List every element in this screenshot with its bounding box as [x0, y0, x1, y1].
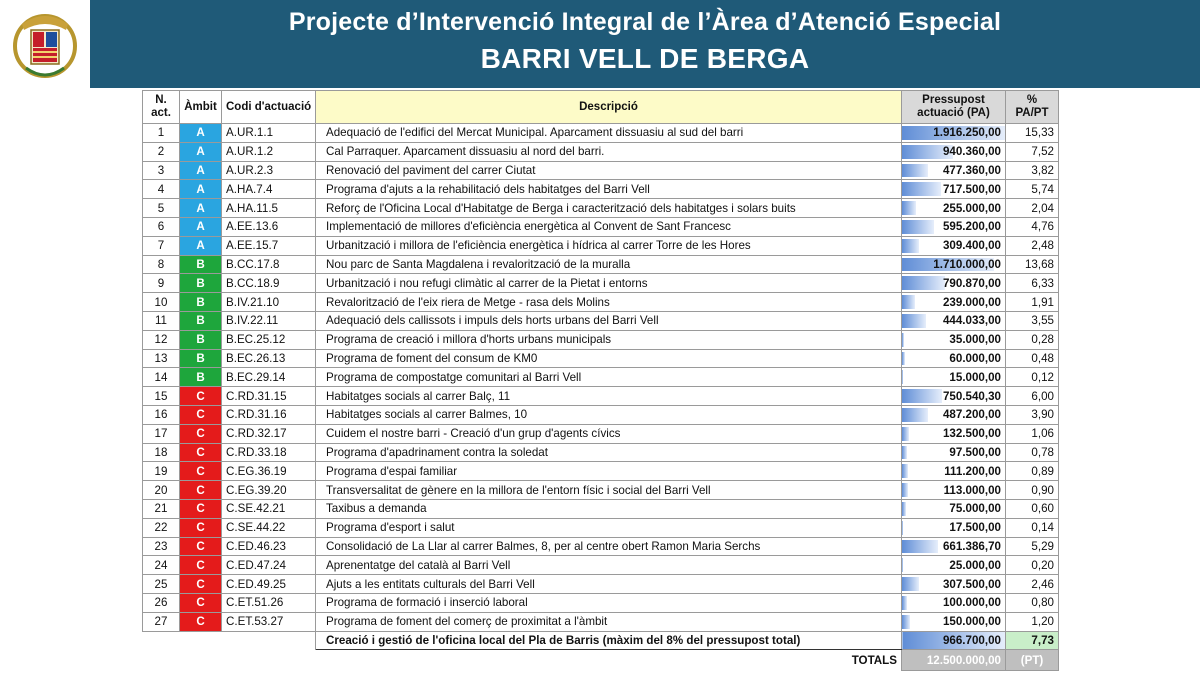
budget-value: 25.000,00 — [949, 558, 1001, 572]
table-row — [143, 199, 1059, 218]
ambit-badge: B — [180, 349, 222, 368]
action-code: C.ED.46.23 — [222, 537, 316, 556]
ambit-badge: C — [180, 575, 222, 594]
header-description: Descripció — [316, 91, 902, 124]
table-row — [143, 499, 1059, 518]
row-number: 27 — [143, 612, 180, 631]
table-row — [143, 311, 1059, 330]
action-code: B.EC.29.14 — [222, 368, 316, 387]
action-code: B.IV.21.10 — [222, 293, 316, 312]
budget-bar — [902, 540, 938, 554]
action-percent: 1,06 — [1006, 424, 1059, 443]
action-description: Programa d'espai familiar — [316, 462, 902, 481]
action-percent: 5,74 — [1006, 180, 1059, 199]
ambit-badge: C — [180, 405, 222, 424]
action-code: C.ET.51.26 — [222, 593, 316, 612]
action-description: Revalorització de l'eix riera de Metge - rasa dels Molins — [316, 293, 902, 312]
action-budget — [902, 443, 1006, 462]
row-number: 18 — [143, 443, 180, 462]
totals-row — [143, 650, 1059, 671]
action-budget — [902, 368, 1006, 387]
ambit-badge: C — [180, 593, 222, 612]
budget-bar — [902, 483, 908, 497]
table-row — [143, 142, 1059, 161]
row-number: 3 — [143, 161, 180, 180]
action-budget — [902, 142, 1006, 161]
action-budget — [902, 499, 1006, 518]
budget-bar — [902, 314, 926, 328]
ambit-badge: A — [180, 161, 222, 180]
action-percent: 2,04 — [1006, 199, 1059, 218]
office-blank — [222, 631, 316, 650]
ambit-badge: C — [180, 537, 222, 556]
row-number: 7 — [143, 236, 180, 255]
action-percent: 0,60 — [1006, 499, 1059, 518]
action-percent: 0,80 — [1006, 593, 1059, 612]
action-code: C.EG.39.20 — [222, 481, 316, 500]
action-description: Transversalitat de gènere en la millora de l'entorn físic i social del Barri Vell — [316, 481, 902, 500]
action-code: C.SE.44.22 — [222, 518, 316, 537]
budget-table — [142, 90, 1059, 671]
table-row — [143, 462, 1059, 481]
action-percent: 3,90 — [1006, 405, 1059, 424]
action-description: Reforç de l'Oficina Local d'Habitatge de Berga i caracterització dels habitatges i solars buits — [316, 199, 902, 218]
page-subtitle: BARRI VELL DE BERGA — [480, 43, 810, 74]
totals-blank — [180, 650, 222, 671]
budget-value: 307.500,00 — [942, 577, 1001, 591]
table-row — [143, 236, 1059, 255]
action-budget — [902, 124, 1006, 143]
action-description: Habitatges socials al carrer Balç, 11 — [316, 387, 902, 406]
action-description: Renovació del paviment del carrer Ciutat — [316, 161, 902, 180]
action-description: Aprenentatge del català al Barri Vell — [316, 556, 902, 575]
budget-value: 1.916.250,00 — [933, 126, 1001, 140]
budget-value: 100.000,00 — [942, 596, 1001, 610]
action-code: A.UR.2.3 — [222, 161, 316, 180]
row-number: 1 — [143, 124, 180, 143]
budget-bar — [902, 370, 903, 384]
budget-value: 444.033,00 — [942, 314, 1001, 328]
budget-value: 15.000,00 — [949, 370, 1001, 384]
action-percent: 3,55 — [1006, 311, 1059, 330]
action-description: Programa d'apadrinament contra la soledat — [316, 443, 902, 462]
budget-bar — [902, 408, 928, 422]
budget-bar — [902, 558, 903, 572]
action-code: C.RD.31.16 — [222, 405, 316, 424]
row-number: 20 — [143, 481, 180, 500]
table-row — [143, 481, 1059, 500]
action-percent: 0,12 — [1006, 368, 1059, 387]
row-number: 25 — [143, 575, 180, 594]
action-description: Taxibus a demanda — [316, 499, 902, 518]
table-row — [143, 180, 1059, 199]
ambit-badge: A — [180, 217, 222, 236]
ambit-badge: B — [180, 274, 222, 293]
row-number: 16 — [143, 405, 180, 424]
action-code: A.UR.1.1 — [222, 124, 316, 143]
action-description: Programa d'esport i salut — [316, 518, 902, 537]
action-code: B.EC.26.13 — [222, 349, 316, 368]
row-number: 12 — [143, 330, 180, 349]
action-budget — [902, 199, 1006, 218]
totals-value: 12.500.000,00 — [902, 650, 1006, 671]
row-number: 2 — [143, 142, 180, 161]
action-description: Urbanització i millora de l'eficiència energètica i hídrica al carrer Torre de les Hores — [316, 236, 902, 255]
ambit-badge: C — [180, 499, 222, 518]
ambit-badge: B — [180, 293, 222, 312]
budget-bar — [902, 615, 910, 629]
action-budget — [902, 311, 1006, 330]
row-number: 6 — [143, 217, 180, 236]
budget-value: 35.000,00 — [949, 333, 1001, 347]
action-code: A.EE.13.6 — [222, 217, 316, 236]
row-number: 23 — [143, 537, 180, 556]
ambit-badge: A — [180, 199, 222, 218]
action-description: Cuidem el nostre barri - Creació d'un grup d'agents cívics — [316, 424, 902, 443]
action-description: Nou parc de Santa Magdalena i revalorització de la muralla — [316, 255, 902, 274]
table-row — [143, 330, 1059, 349]
budget-bar — [902, 521, 903, 535]
row-number: 11 — [143, 311, 180, 330]
budget-bar — [902, 333, 904, 347]
action-percent: 15,33 — [1006, 124, 1059, 143]
action-code: C.EG.36.19 — [222, 462, 316, 481]
action-code: B.CC.18.9 — [222, 274, 316, 293]
action-percent: 2,48 — [1006, 236, 1059, 255]
ambit-badge: A — [180, 142, 222, 161]
budget-bar — [902, 352, 905, 366]
budget-value: 595.200,00 — [942, 220, 1001, 234]
budget-table-wrapper — [142, 90, 1058, 671]
office-blank — [143, 631, 180, 650]
action-description: Consolidació de La Llar al carrer Balmes, 8, per al centre obert Ramon Maria Serchs — [316, 537, 902, 556]
budget-value: 477.360,00 — [942, 163, 1001, 177]
action-description: Urbanització i nou refugi climàtic al carrer de la Pietat i entorns — [316, 274, 902, 293]
action-budget — [902, 349, 1006, 368]
ambit-badge: C — [180, 481, 222, 500]
ambit-badge: C — [180, 443, 222, 462]
table-row — [143, 124, 1059, 143]
row-number: 17 — [143, 424, 180, 443]
ambit-badge: A — [180, 124, 222, 143]
row-number: 4 — [143, 180, 180, 199]
budget-bar — [902, 295, 915, 309]
action-percent: 0,89 — [1006, 462, 1059, 481]
row-number: 19 — [143, 462, 180, 481]
row-number: 21 — [143, 499, 180, 518]
action-code: B.IV.22.11 — [222, 311, 316, 330]
row-number: 8 — [143, 255, 180, 274]
action-description: Adequació de l'edifici del Mercat Municipal. Aparcament dissuasiu al sud del barri — [316, 124, 902, 143]
action-budget — [902, 293, 1006, 312]
budget-bar — [902, 164, 928, 178]
budget-value: 150.000,00 — [942, 615, 1001, 629]
office-budget: 966.700,00 — [902, 631, 1006, 650]
row-number: 26 — [143, 593, 180, 612]
budget-value: 255.000,00 — [942, 201, 1001, 215]
row-number: 10 — [143, 293, 180, 312]
table-row — [143, 518, 1059, 537]
action-budget — [902, 481, 1006, 500]
budget-bar — [902, 596, 907, 610]
action-percent: 6,33 — [1006, 274, 1059, 293]
action-budget — [902, 161, 1006, 180]
action-budget — [902, 330, 1006, 349]
table-row — [143, 255, 1059, 274]
budget-value: 239.000,00 — [942, 295, 1001, 309]
action-budget — [902, 575, 1006, 594]
action-description: Programa de compostatge comunitari al Barri Vell — [316, 368, 902, 387]
table-row — [143, 537, 1059, 556]
row-number: 13 — [143, 349, 180, 368]
row-number: 15 — [143, 387, 180, 406]
budget-bar — [902, 182, 941, 196]
ambit-badge: B — [180, 368, 222, 387]
action-code: B.EC.25.12 — [222, 330, 316, 349]
ambit-badge: C — [180, 462, 222, 481]
ambit-badge: C — [180, 518, 222, 537]
budget-value: 790.870,00 — [942, 276, 1001, 290]
action-code: B.CC.17.8 — [222, 255, 316, 274]
action-code: A.UR.1.2 — [222, 142, 316, 161]
action-budget — [902, 217, 1006, 236]
action-code: A.HA.7.4 — [222, 180, 316, 199]
ambit-badge: B — [180, 330, 222, 349]
totals-blank — [222, 650, 316, 671]
action-budget — [902, 593, 1006, 612]
row-number: 22 — [143, 518, 180, 537]
totals-pt: (PT) — [1006, 650, 1059, 671]
action-budget — [902, 556, 1006, 575]
budget-bar — [902, 427, 909, 441]
table-row — [143, 274, 1059, 293]
totals-blank — [143, 650, 180, 671]
table-row — [143, 556, 1059, 575]
ambit-badge: B — [180, 311, 222, 330]
page-title: Projecte d’Intervenció Integral de l’Àrea d’Atenció Especial — [288, 8, 1002, 36]
action-percent: 5,29 — [1006, 537, 1059, 556]
action-description: Ajuts a les entitats culturals del Barri Vell — [316, 575, 902, 594]
table-row — [143, 349, 1059, 368]
action-description: Habitatges socials al carrer Balmes, 10 — [316, 405, 902, 424]
budget-value: 17.500,00 — [949, 521, 1001, 535]
budget-bar — [902, 446, 907, 460]
budget-value: 132.500,00 — [942, 427, 1001, 441]
action-description: Programa de creació i millora d'horts urbans municipals — [316, 330, 902, 349]
ambit-badge: C — [180, 387, 222, 406]
budget-value: 1.710.000,00 — [933, 257, 1001, 271]
header-num: N. act. — [143, 91, 180, 124]
action-description: Implementació de millores d'eficiència energètica al Convent de Sant Francesc — [316, 217, 902, 236]
action-budget — [902, 462, 1006, 481]
action-budget — [902, 518, 1006, 537]
action-percent: 2,46 — [1006, 575, 1059, 594]
action-code: A.EE.15.7 — [222, 236, 316, 255]
totals-label: TOTALS — [851, 654, 897, 668]
budget-bar — [902, 389, 942, 403]
budget-value: 487.200,00 — [942, 408, 1001, 422]
action-percent: 0,48 — [1006, 349, 1059, 368]
action-percent: 1,20 — [1006, 612, 1059, 631]
table-row — [143, 368, 1059, 387]
ambit-badge: B — [180, 255, 222, 274]
action-budget — [902, 612, 1006, 631]
ambit-badge: C — [180, 556, 222, 575]
table-row — [143, 217, 1059, 236]
header-ambit: Àmbit — [180, 91, 222, 124]
header-budget: Pressupost actuació (PA) — [902, 91, 1006, 124]
budget-bar — [902, 577, 919, 591]
action-description: Programa de formació i inserció laboral — [316, 593, 902, 612]
office-percent: 7,73 — [1006, 631, 1059, 650]
action-description: Programa de foment del consum de KM0 — [316, 349, 902, 368]
budget-value: 940.360,00 — [942, 145, 1001, 159]
table-row — [143, 405, 1059, 424]
office-blank — [180, 631, 222, 650]
action-budget — [902, 537, 1006, 556]
action-percent: 0,78 — [1006, 443, 1059, 462]
budget-bar — [902, 220, 934, 234]
budget-bar — [902, 502, 906, 516]
budget-bar — [902, 201, 916, 215]
action-percent: 6,00 — [1006, 387, 1059, 406]
action-percent: 0,90 — [1006, 481, 1059, 500]
budget-value: 717.500,00 — [942, 182, 1001, 196]
action-percent: 0,28 — [1006, 330, 1059, 349]
row-number: 14 — [143, 368, 180, 387]
action-code: C.RD.32.17 — [222, 424, 316, 443]
table-row — [143, 387, 1059, 406]
budget-bar — [902, 276, 945, 290]
table-row — [143, 161, 1059, 180]
ambit-badge: A — [180, 236, 222, 255]
table-row — [143, 593, 1059, 612]
action-budget — [902, 255, 1006, 274]
action-budget — [902, 236, 1006, 255]
table-header-row — [143, 91, 1059, 124]
action-code: C.ET.53.27 — [222, 612, 316, 631]
action-percent: 1,91 — [1006, 293, 1059, 312]
ambit-badge: C — [180, 612, 222, 631]
action-percent: 13,68 — [1006, 255, 1059, 274]
action-percent: 3,82 — [1006, 161, 1059, 180]
action-code: C.ED.49.25 — [222, 575, 316, 594]
action-code: A.HA.11.5 — [222, 199, 316, 218]
action-code: C.ED.47.24 — [222, 556, 316, 575]
action-description: Cal Parraquer. Aparcament dissuasiu al nord del barri. — [316, 142, 902, 161]
office-description: Creació i gestió de l'oficina local del Pla de Barris (màxim del 8% del pressupost total) — [316, 631, 902, 650]
action-budget — [902, 180, 1006, 199]
ambit-badge: C — [180, 424, 222, 443]
action-code: C.SE.42.21 — [222, 499, 316, 518]
budget-value: 97.500,00 — [949, 445, 1001, 459]
budget-bar — [902, 464, 908, 478]
coat-of-arms-icon — [12, 6, 78, 84]
table-row — [143, 293, 1059, 312]
action-percent: 0,14 — [1006, 518, 1059, 537]
action-description: Programa d'ajuts a la rehabilitació dels habitatges del Barri Vell — [316, 180, 902, 199]
action-code: C.RD.33.18 — [222, 443, 316, 462]
action-code: C.RD.31.15 — [222, 387, 316, 406]
action-percent: 4,76 — [1006, 217, 1059, 236]
action-description: Adequació dels callissots i impuls dels horts urbans del Barri Vell — [316, 311, 902, 330]
budget-value: 111.200,00 — [944, 464, 1001, 478]
budget-value: 113.000,00 — [943, 483, 1001, 497]
budget-value: 75.000,00 — [949, 502, 1001, 516]
action-percent: 0,20 — [1006, 556, 1059, 575]
header-percent: % PA/PT — [1006, 91, 1059, 124]
ambit-badge: A — [180, 180, 222, 199]
row-number: 24 — [143, 556, 180, 575]
header-code: Codi d'actuació — [222, 91, 316, 124]
budget-value: 309.400,00 — [942, 239, 1001, 253]
row-number: 9 — [143, 274, 180, 293]
budget-bar — [902, 239, 919, 253]
action-budget — [902, 387, 1006, 406]
budget-value: 661.386,70 — [942, 539, 1001, 553]
table-row — [143, 424, 1059, 443]
budget-value: 750.540,30 — [942, 389, 1001, 403]
action-budget — [902, 405, 1006, 424]
action-percent: 7,52 — [1006, 142, 1059, 161]
table-row — [143, 612, 1059, 631]
row-number: 5 — [143, 199, 180, 218]
table-row — [143, 443, 1059, 462]
title-banner — [90, 0, 1200, 88]
table-row — [143, 575, 1059, 594]
budget-value: 60.000,00 — [949, 351, 1001, 365]
office-row — [143, 631, 1059, 650]
action-description: Programa de foment del comerç de proximitat a l'àmbit — [316, 612, 902, 631]
action-budget — [902, 424, 1006, 443]
action-budget — [902, 274, 1006, 293]
